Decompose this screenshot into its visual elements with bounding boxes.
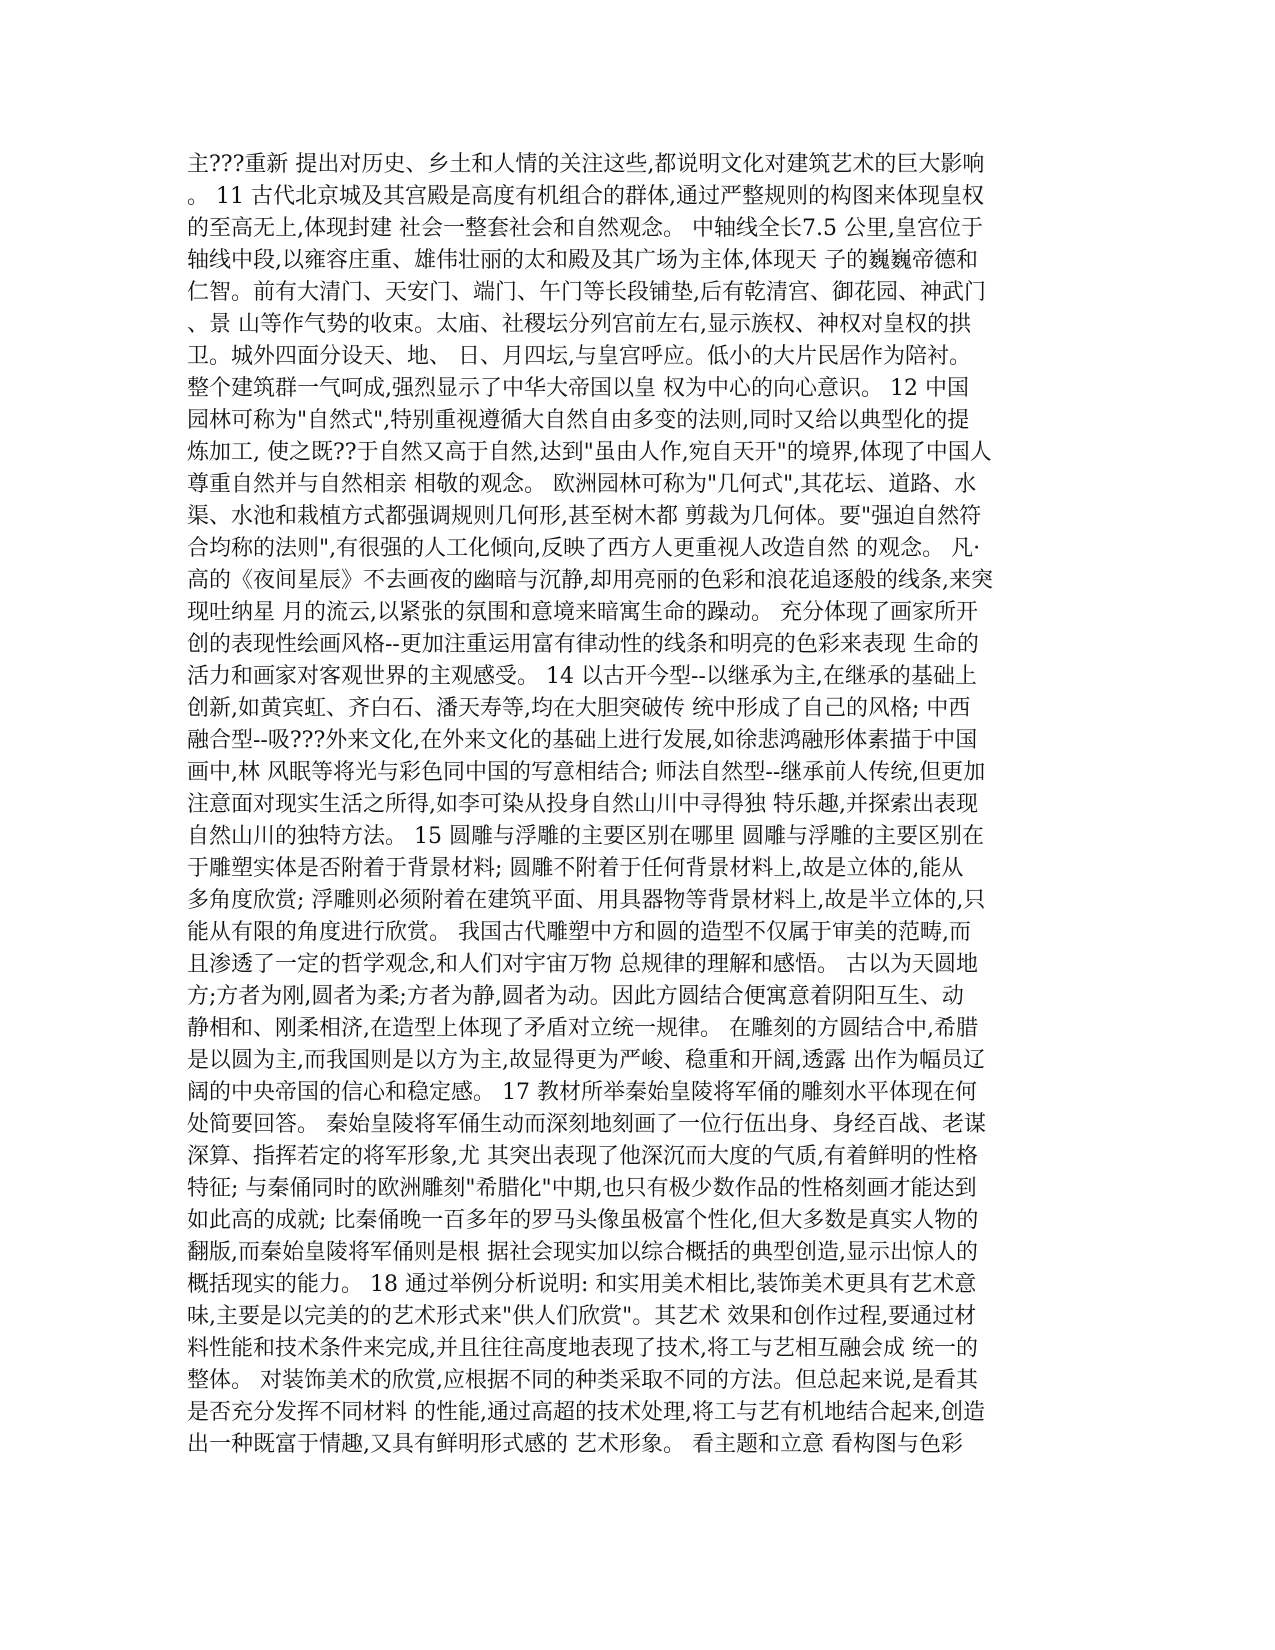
text-line: 整体。 对装饰美术的欣赏,应根据不同的种类采取不同的方法。但总起来说,是看其 (187, 1368, 978, 1393)
text-line: 的至高无上,体现封建 社会一整套社会和自然观念。 中轴线全长7.5 公里,皇宫位于 (187, 216, 983, 241)
text-line: 整个建筑群一气呵成,强烈显示了中华大帝国以皇 权为中心的向心意识。 12 中国 (187, 376, 969, 401)
text-line: 融合型--吸???外来文化,在外来文化的基础上进行发展,如徐悲鸿融形体素描于中国 (187, 728, 978, 753)
text-line: 深算、指挥若定的将军形象,尤 其突出表现了他深沉而大度的气质,有着鲜明的性格 (187, 1144, 978, 1169)
text-line: 画中,林 风眠等将光与彩色同中国的写意相结合; 师法自然型--继承前人传统,但更加 (187, 760, 986, 785)
text-line: 特征; 与秦俑同时的欧洲雕刻"希腊化"中期,也只有极少数作品的性格刻画才能达到 (187, 1176, 977, 1201)
text-line: 现吐纳星 月的流云,以紧张的氛围和意境来暗寓生命的躁动。 充分体现了画家所开 (187, 600, 978, 625)
text-line: 炼加工, 使之既??于自然又高于自然,达到"虽由人作,宛自天开"的境界,体现了中国人 (187, 440, 992, 465)
text-line: 方;方者为刚,圆者为柔;方者为静,圆者为动。因此方圆结合便寓意着阴阳互生、动 (187, 984, 964, 1009)
text-line: 如此高的成就; 比秦俑晚一百多年的罗马头像虽极富个性化,但大多数是真实人物的 (187, 1208, 979, 1233)
text-line: 园林可称为"自然式",特别重视遵循大自然自由多变的法则,同时又给以典型化的提 (187, 408, 970, 433)
text-line: 静相和、刚柔相济,在造型上体现了矛盾对立统一规律。 在雕刻的方圆结合中,希腊 (187, 1016, 978, 1041)
text-line: 高的《夜间星辰》不去画夜的幽暗与沉静,却用亮丽的色彩和浪花追逐般的线条,来突 (187, 568, 993, 593)
text-line: 合均称的法则",有很强的人工化倾向,反映了西方人更重视人改造自然 的观念。 凡· (187, 536, 981, 561)
text-line: 翻版,而秦始皇陵将军俑则是根 据社会现实加以综合概括的典型创造,显示出惊人的 (187, 1240, 978, 1265)
text-line: 于雕塑实体是否附着于背景材料; 圆雕不附着于任何背景材料上,故是立体的,能从 (187, 856, 964, 881)
body-text (187, 149, 1087, 1461)
text-line: 卫。城外四面分设天、地、 日、月四坛,与皇宫呼应。低小的大片民居作为陪衬。 (187, 344, 971, 369)
text-line: 尊重自然并与自然相亲 相敬的观念。 欧洲园林可称为"几何式",其花坛、道路、水 (187, 472, 977, 497)
text-line: 且渗透了一定的哲学观念,和人们对宇宙万物 总规律的理解和感悟。 古以为天圆地 (187, 952, 978, 977)
text-line: 能从有限的角度进行欣赏。 我国古代雕塑中方和圆的造型不仅属于审美的范畴,而 (187, 920, 971, 945)
text-line: 是否充分发挥不同材料 的性能,通过高超的技术处理,将工与艺有机地结合起来,创造 (187, 1400, 985, 1425)
text-line: 处简要回答。 秦始皇陵将军俑生动而深刻地刻画了一位行伍出身、身经百战、老谋 (187, 1112, 986, 1137)
text-line: 阔的中央帝国的信心和稳定感。 17 教材所举秦始皇陵将军俑的雕刻水平体现在何 (187, 1080, 977, 1105)
text-line: 自然山川的独特方法。 15 圆雕与浮雕的主要区别在哪里 圆雕与浮雕的主要区别在 (187, 824, 984, 849)
text-line: 味,主要是以完美的的艺术形式来"供人们欣赏"。其艺术 效果和创作过程,要通过材 (187, 1304, 977, 1329)
text-line: 。 11 古代北京城及其宫殿是高度有机组合的群体,通过严整规则的构图来体现皇权 (187, 184, 984, 209)
text-line: 料性能和技术条件来完成,并且往往高度地表现了技术,将工与艺相互融会成 统一的 (187, 1336, 978, 1361)
text-line: 轴线中段,以雍容庄重、雄伟壮丽的太和殿及其广场为主体,体现天 子的巍巍帝德和 (187, 248, 978, 273)
text-line: 注意面对现实生活之所得,如李可染从投身自然山川中寻得独 特乐趣,并探索出表现 (187, 792, 978, 817)
text-line: 创的表现性绘画风格--更加注重运用富有律动性的线条和明亮的色彩来表现 生命的 (187, 632, 979, 657)
text-line: 主???重新 提出对历史、乡土和人情的关注这些,都说明文化对建筑艺术的巨大影响 (187, 152, 985, 177)
text-line: 多角度欣赏; 浮雕则必须附着在建筑平面、用具器物等背景材料上,故是半立体的,只 (187, 888, 986, 913)
text-line: 活力和画家对客观世界的主观感受。 14 以古开今型--以继承为主,在继承的基础上 (187, 664, 977, 689)
text-line: 是以圆为主,而我国则是以方为主,故显得更为严峻、稳重和开阔,透露 出作为幅员辽 (187, 1048, 985, 1073)
text-line: 仁智。前有大清门、天安门、端门、午门等长段铺垫,后有乾清宫、御花园、神武门 (187, 280, 986, 305)
text-line: 、景 山等作气势的收束。太庙、社稷坛分列宫前左右,显示族权、神权对皇权的拱 (187, 312, 971, 337)
text-line: 出一种既富于情趣,又具有鲜明形式感的 艺术形象。 看主题和立意 看构图与色彩 (187, 1432, 963, 1457)
text-line: 概括现实的能力。 18 通过举例分析说明: 和实用美术相比,装饰美术更具有艺术意 (187, 1272, 977, 1297)
text-line: 渠、水池和栽植方式都强调规则几何形,甚至树木都 剪裁为几何体。要"强迫自然符 (187, 504, 982, 529)
text-line: 创新,如黄宾虹、齐白石、潘天寿等,均在大胆突破传 统中形成了自己的风格; 中西 (187, 696, 971, 721)
